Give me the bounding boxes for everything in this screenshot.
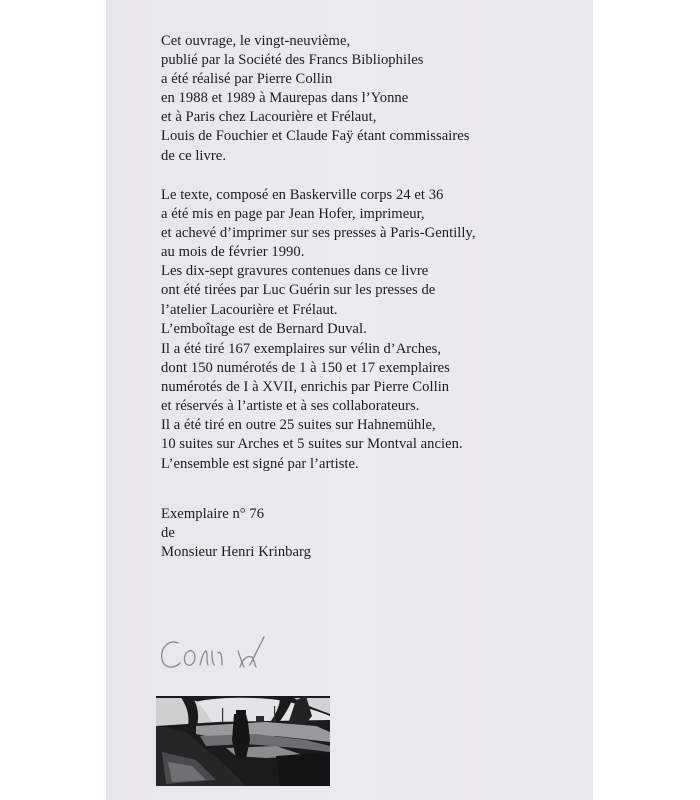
colophon-paragraph-edition bbox=[161, 340, 463, 474]
text-line: Les dix-sept gravures contenues dans ce livre bbox=[161, 263, 429, 280]
text-line: publié par la Société des Francs Bibliophiles bbox=[161, 52, 424, 69]
colophon-page bbox=[106, 0, 593, 800]
text-line: et à Paris chez Lacourière et Frélaut, bbox=[161, 109, 377, 126]
text-line: et achevé d’imprimer sur ses presses à Paris-Gentilly, bbox=[161, 225, 476, 242]
text-line: de ce livre. bbox=[161, 147, 227, 164]
text-line: L’ensemble est signé par l’artiste. bbox=[161, 455, 359, 472]
etching-riverbank-scene bbox=[156, 696, 330, 786]
text-line: Le texte, composé en Baskerville corps 24 et 36 bbox=[161, 187, 444, 203]
text-line: Il a été tiré 167 exemplaires sur vélin d’Arches, bbox=[161, 341, 442, 357]
text-line: en 1988 et 1989 à Maurepas dans l’Yonne bbox=[161, 90, 409, 107]
artist-signature bbox=[156, 627, 316, 677]
copy-number: Exemplaire n° 76 bbox=[161, 506, 265, 522]
text-line: et réservés à l’artiste et à ses collaborateurs. bbox=[161, 398, 420, 415]
text-line: a été mis en page par Jean Hofer, imprimeur, bbox=[161, 206, 425, 223]
colophon-paragraph-printing bbox=[161, 186, 476, 339]
text-line: ont été tirées par Luc Guérin sur les presses de bbox=[161, 282, 436, 299]
text-line: Il a été tiré en outre 25 suites sur Hahnemühle, bbox=[161, 417, 436, 434]
copy-preposition: de bbox=[161, 525, 175, 542]
copy-number-dedication bbox=[161, 505, 311, 562]
text-line: 10 suites sur Arches et 5 suites sur Montval ancien. bbox=[161, 436, 463, 453]
text-line: a été réalisé par Pierre Collin bbox=[161, 71, 333, 88]
text-line: l’atelier Lacourière et Frélaut. bbox=[161, 301, 338, 318]
text-line: au mois de février 1990. bbox=[161, 244, 305, 261]
text-line: L’emboîtage est de Bernard Duval. bbox=[161, 320, 367, 337]
colophon-paragraph-production bbox=[161, 32, 470, 166]
text-line: Louis de Fouchier et Claude Faÿ étant commissaires bbox=[161, 128, 470, 145]
text-line: Cet ouvrage, le vingt-neuvième, bbox=[161, 33, 351, 49]
text-line: numérotés de I à XVII, enrichis par Pierre Collin bbox=[161, 379, 450, 396]
text-line: dont 150 numérotés de 1 à 150 et 17 exemplaires bbox=[161, 360, 450, 377]
copy-owner: Monsieur Henri Krinbarg bbox=[161, 544, 312, 561]
